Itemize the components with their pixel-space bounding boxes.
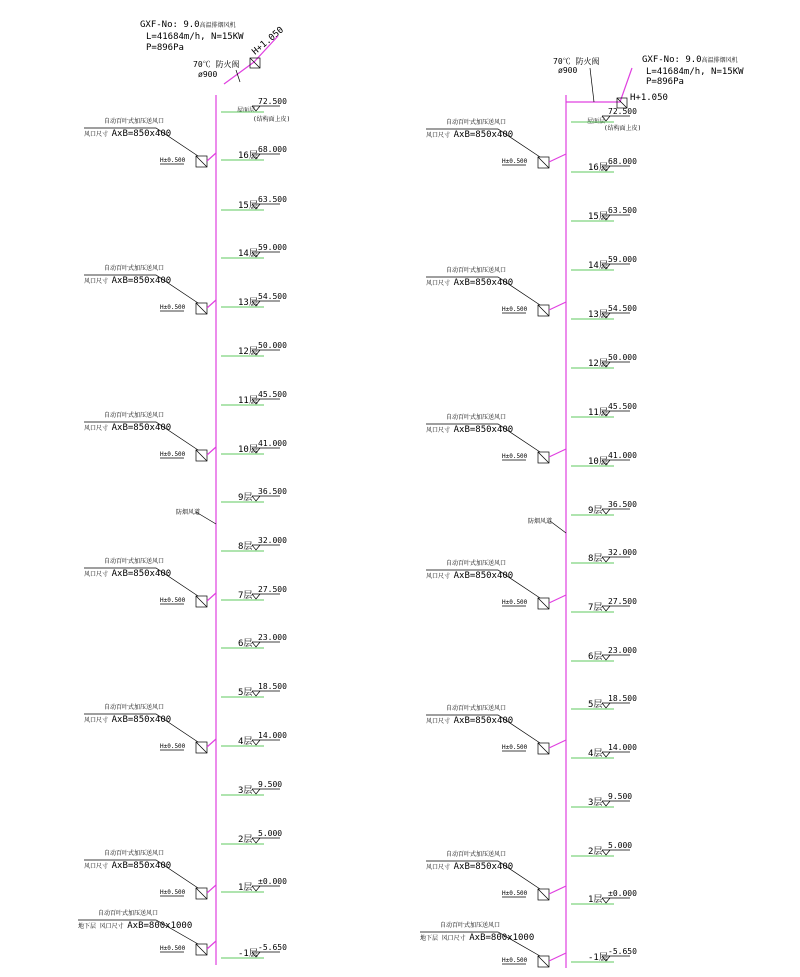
floor-elevation-label: ±0.000 — [258, 877, 287, 886]
floor-elevation-label: 9.500 — [258, 780, 283, 789]
outlet-height-label: H±0.500 — [160, 304, 186, 311]
fan-pressure-label: P=896Pa — [646, 77, 684, 87]
shaft-label-leader — [196, 512, 216, 524]
outlet-branch-duct — [207, 885, 216, 893]
floor-elevation-label: 41.000 — [258, 439, 287, 448]
outlet-size-label: 风口尺寸 AxB=850x400 — [84, 276, 172, 286]
floor-number-label: 6层 — [588, 652, 603, 662]
outlet-height-label: H±0.500 — [160, 597, 186, 604]
outlet-branch-duct — [207, 300, 216, 308]
floor-elevation-label: 50.000 — [608, 353, 637, 362]
outlet-branch-duct — [207, 739, 216, 747]
outlet-grille-mark — [538, 598, 549, 609]
outlet-grille-mark — [538, 452, 549, 463]
outlet-height-label: H±0.500 — [160, 743, 186, 750]
outlet-grille-mark — [196, 944, 207, 955]
outlet-title-label: 自动百叶式加压送风口 — [104, 265, 165, 272]
outlet-size-label: 风口尺寸 AxB=850x400 — [426, 278, 514, 288]
damper-label: 70℃ 防火阀 — [553, 57, 600, 66]
outlet-size-label: 风口尺寸 AxB=850x400 — [426, 716, 514, 726]
floor-elevation-label: 32.000 — [608, 548, 637, 557]
floor-elevation-label: 59.000 — [258, 243, 287, 252]
floor-number-label: 8层 — [238, 542, 253, 552]
outlet-size-label: 风口尺寸 AxB=850x400 — [84, 423, 172, 433]
floor-elevation-label: -5.650 — [258, 943, 287, 952]
floor-elevation-label: 27.500 — [608, 597, 637, 606]
damper-leader — [590, 68, 594, 102]
floor-elevation-label: ±0.000 — [608, 889, 637, 898]
outlet-branch-duct — [549, 449, 566, 457]
outlet-height-label: H±0.500 — [160, 157, 186, 164]
floor-elevation-label: 27.500 — [258, 585, 287, 594]
floor-number-label: 10层 — [238, 445, 258, 455]
floor-elevation-label: 14.000 — [608, 743, 637, 752]
floor-elevation-label: 41.000 — [608, 451, 637, 460]
floor-elevation-label: 54.500 — [608, 304, 637, 313]
floor-elevation-label: 45.500 — [258, 390, 287, 399]
outlet-height-label: H±0.500 — [502, 306, 528, 313]
outlet-title-label: 自动百叶式加压送风口 — [104, 412, 165, 419]
floor-elevation-label: 18.500 — [258, 682, 287, 691]
outlet-grille-mark — [196, 156, 207, 167]
floor-number-label: 15层 — [238, 201, 258, 211]
outlet-grille-mark — [538, 743, 549, 754]
outlet-size-label: 风口尺寸 AxB=850x400 — [84, 129, 172, 139]
elevation-symbol — [252, 789, 260, 794]
floor-elevation-label: 5.000 — [608, 841, 633, 850]
floor-number-label: 13层 — [588, 310, 608, 320]
floor-number-label: 5层 — [238, 688, 253, 698]
outlet-grille-mark — [196, 888, 207, 899]
shaft-label-leader — [550, 521, 566, 533]
floor-number-label: 9层 — [588, 506, 603, 516]
outlet-grille-mark — [538, 889, 549, 900]
floor-number-label: 16层 — [238, 151, 258, 161]
outlet-title-label: 自动百叶式加压送风口 — [104, 850, 165, 857]
floor-number-label: 16层 — [588, 163, 608, 173]
floor-number-label: 14层 — [238, 249, 258, 259]
floor-elevation-label: 23.000 — [258, 633, 287, 642]
outlet-height-label: H±0.500 — [160, 945, 186, 952]
elevation-symbol — [602, 850, 610, 855]
floor-number-label: 2层 — [238, 835, 253, 845]
floor-number-label: 4层 — [238, 737, 253, 747]
outlet-title-label: 自动百叶式加压送风口 — [446, 851, 507, 858]
outlet-title-label: 自动百叶式加压送风口 — [446, 705, 507, 712]
outlet-title-label: 自动百叶式加压送风口 — [440, 922, 501, 929]
floor-number-label: 4层 — [588, 749, 603, 759]
outlet-height-label: H±0.500 — [502, 744, 528, 751]
floor-elevation-label: 72.500 — [608, 107, 637, 116]
outlet-size-label: 风口尺寸 AxB=850x400 — [84, 569, 172, 579]
floor-number-label: 7层 — [588, 603, 603, 613]
elevation-symbol — [602, 509, 610, 514]
outlet-height-label: H±0.500 — [502, 453, 528, 460]
floor-elevation-label: 36.500 — [608, 500, 637, 509]
outlet-grille-mark — [196, 742, 207, 753]
roof-name-label: 屋面层 — [237, 107, 256, 114]
floor-number-label: 5层 — [588, 700, 603, 710]
outlet-title-label: 自动百叶式加压送风口 — [446, 119, 507, 126]
outlet-branch-duct — [549, 953, 566, 961]
floor-number-label: 8层 — [588, 554, 603, 564]
floor-elevation-label: 54.500 — [258, 292, 287, 301]
floor-number-label: 10层 — [588, 457, 608, 467]
elevation-symbol — [252, 496, 260, 501]
elevation-symbol — [602, 557, 610, 562]
outlet-grille-mark — [196, 450, 207, 461]
roof-note-label: (结构面上皮) — [253, 116, 291, 123]
outlet-grille-mark — [538, 157, 549, 168]
outlet-title-label: 自动百叶式加压送风口 — [446, 560, 507, 567]
floor-elevation-label: 59.000 — [608, 255, 637, 264]
elevation-symbol — [252, 642, 260, 647]
outlet-branch-duct — [207, 153, 216, 161]
elevation-symbol — [252, 594, 260, 599]
shaft-label: 防烟风道 — [528, 518, 553, 525]
elevation-symbol — [252, 838, 260, 843]
floor-number-label: 9层 — [238, 493, 253, 503]
floor-elevation-label: 63.500 — [258, 195, 287, 204]
outlet-branch-duct — [549, 740, 566, 748]
roof-note-label: (结构面上皮) — [604, 125, 642, 132]
outlet-size-label: 风口尺寸 AxB=850x400 — [84, 861, 172, 871]
outlet-grille-mark — [538, 956, 549, 967]
floor-number-label: 2层 — [588, 847, 603, 857]
outlet-branch-duct — [207, 593, 216, 601]
fan-airflow-label: L=41684m/h, N=15KW — [146, 32, 244, 42]
outlet-height-label: H±0.500 — [160, 451, 186, 458]
floor-elevation-label: 18.500 — [608, 694, 637, 703]
outlet-size-label: 风口尺寸 AxB=850x400 — [84, 715, 172, 725]
floor-elevation-label: 68.000 — [258, 145, 287, 154]
outlet-height-label: H±0.500 — [502, 158, 528, 165]
floor-number-label: 13层 — [238, 298, 258, 308]
outlet-height-label: H±0.500 — [502, 957, 528, 964]
floor-number-label: 15层 — [588, 212, 608, 222]
outlet-size-label: 风口尺寸 AxB=850x400 — [426, 571, 514, 581]
fan-airflow-label: L=41684m/h, N=15KW — [646, 67, 744, 77]
elevation-symbol — [602, 606, 610, 611]
floor-elevation-label: 36.500 — [258, 487, 287, 496]
fan-model-label: GXF-No: 9.0高温排烟风机 — [642, 55, 738, 65]
outlet-size-label: 风口尺寸 AxB=850x400 — [426, 862, 514, 872]
right-riser-system — [420, 55, 744, 968]
floor-number-label: -1层 — [588, 953, 608, 963]
floor-elevation-label: -5.650 — [608, 947, 637, 956]
damper-leader — [236, 70, 240, 82]
floor-number-label: 1层 — [238, 883, 253, 893]
floor-number-label: 11层 — [238, 396, 258, 406]
outlet-branch-duct — [549, 595, 566, 603]
fan-height-label: H+1.050 — [630, 93, 668, 103]
outlet-grille-mark — [196, 596, 207, 607]
outlet-title-label: 自动百叶式加压送风口 — [104, 704, 165, 711]
floor-number-label: 3层 — [588, 798, 603, 808]
outlet-branch-duct — [549, 886, 566, 894]
damper-label: 70℃ 防火阀 — [193, 60, 240, 69]
fan-model-label: GXF-No: 9.0高温排烟风机 — [140, 20, 236, 30]
floor-number-label: 14层 — [588, 261, 608, 271]
floor-elevation-label: 23.000 — [608, 646, 637, 655]
floor-number-label: -1层 — [238, 949, 258, 959]
floor-number-label: 6层 — [238, 639, 253, 649]
floor-elevation-label: 9.500 — [608, 792, 633, 801]
elevation-symbol — [252, 740, 260, 745]
floor-number-label: 12层 — [588, 359, 608, 369]
elevation-symbol — [602, 801, 610, 806]
outlet-grille-mark — [196, 303, 207, 314]
elevation-symbol — [252, 545, 260, 550]
outlet-branch-duct — [549, 302, 566, 310]
fan-symbol-mark — [250, 58, 260, 68]
outlet-height-label: H±0.500 — [502, 599, 528, 606]
elevation-symbol — [252, 886, 260, 891]
floor-elevation-label: 45.500 — [608, 402, 637, 411]
floor-number-label: 11层 — [588, 408, 608, 418]
floor-elevation-label: 72.500 — [258, 97, 287, 106]
floor-number-label: 3层 — [238, 786, 253, 796]
damper-size-label: ø900 — [198, 70, 218, 79]
outlet-branch-duct — [207, 447, 216, 455]
outlet-size-label: 地下层 风口尺寸 AxB=800x1000 — [78, 921, 193, 931]
floor-elevation-label: 63.500 — [608, 206, 637, 215]
elevation-symbol — [602, 703, 610, 708]
outlet-height-label: H±0.500 — [160, 889, 186, 896]
floor-elevation-label: 68.000 — [608, 157, 637, 166]
floor-elevation-label: 14.000 — [258, 731, 287, 740]
damper-size-label: ø900 — [558, 66, 578, 75]
outlet-title-label: 自动百叶式加压送风口 — [98, 910, 159, 917]
outlet-height-label: H±0.500 — [502, 890, 528, 897]
outlet-branch-duct — [207, 941, 216, 949]
outlet-size-label: 风口尺寸 AxB=850x400 — [426, 425, 514, 435]
outlet-title-label: 自动百叶式加压送风口 — [446, 267, 507, 274]
floor-elevation-label: 32.000 — [258, 536, 287, 545]
outlet-branch-duct — [549, 154, 566, 162]
outlet-title-label: 自动百叶式加压送风口 — [104, 558, 165, 565]
floor-number-label: 7层 — [238, 591, 253, 601]
floor-elevation-label: 5.000 — [258, 829, 283, 838]
elevation-symbol — [252, 691, 260, 696]
outlet-size-label: 地下层 风口尺寸 AxB=800x1000 — [420, 933, 535, 943]
floor-number-label: 1层 — [588, 895, 603, 905]
elevation-symbol — [602, 752, 610, 757]
outlet-grille-mark — [538, 305, 549, 316]
fan-pressure-label: P=896Pa — [146, 43, 184, 53]
elevation-symbol — [602, 655, 610, 660]
floor-elevation-label: 50.000 — [258, 341, 287, 350]
floor-number-label: 12层 — [238, 347, 258, 357]
shaft-label: 防烟风道 — [176, 509, 201, 516]
outlet-title-label: 自动百叶式加压送风口 — [104, 118, 165, 125]
fan-height-label: H+1.050 — [250, 25, 286, 58]
roof-name-label: 屋面层 — [587, 118, 606, 125]
outlet-title-label: 自动百叶式加压送风口 — [446, 414, 507, 421]
left-riser-system — [78, 20, 290, 965]
elevation-symbol — [602, 898, 610, 903]
outlet-size-label: 风口尺寸 AxB=850x400 — [426, 130, 514, 140]
